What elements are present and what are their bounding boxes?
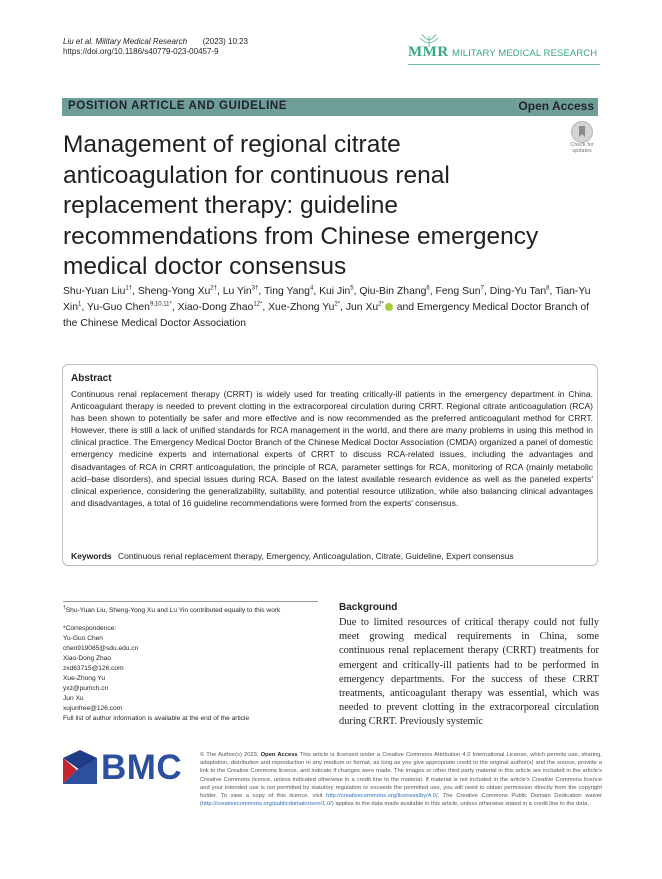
abstract-heading: Abstract xyxy=(71,373,112,384)
author-name: Shu-Yuan Liu xyxy=(63,286,126,297)
correspondent-email[interactable]: yxz@pumch.cn xyxy=(63,685,109,692)
correspondent-name: Jun Xu xyxy=(63,695,84,702)
crossmark-label: Check for updates xyxy=(570,142,594,154)
doi-link[interactable]: https://doi.org/10.1186/s40779-023-00457-9 xyxy=(63,47,219,56)
keywords-label: Keywords xyxy=(71,551,112,561)
author-name: Kui Jin xyxy=(319,286,351,297)
check-for-updates-badge[interactable] xyxy=(565,121,599,155)
license-open-access: Open Access xyxy=(260,752,298,758)
abstract-text: Continuous renal replacement therapy (CRRT) is widely used for treating critically-ill patients in the emergency department in China. Anticoagulant therapy is needed to prevent clotting in the extracorporeal circulation during CRRT. Regional citrate anticoagulation (RCA) has been shown to potentially be safer and more effective and is now recommended as the preferred anticoagulant method for CRRT. However, there is still a lack of unified standards for RCA management in the world, and there are many problems in using this method in clinical practice. The Emergency Medical Doctor Branch of the Chinese Medical Doctor Association (CMDA) organized a panel of domestic emergency medicine experts and international experts of CRRT to discuss RCA-related issues, including the advantages and disadvantages of RCA in CRRT anticoagulation, the principle of RCA, parameter settings for RCA, monitoring of RCA (mainly metabolic acid–base disorders), and special issues during RCA. Based on the latest available research evidence as well as the paneled experts' clinical experience, considering the generalizability, suitability, and potential resource utilization, while also balancing clinical advantages and disadvantages, a total of 16 guideline recommendations were formed from the experts' consensus. xyxy=(71,389,593,508)
author-affiliation: 4 xyxy=(309,285,314,292)
journal-name: MILITARY MEDICAL RESEARCH xyxy=(452,48,598,59)
author-name: Jun Xu xyxy=(345,302,379,313)
bookmark-icon xyxy=(572,122,592,142)
license-body: This article is licensed under a Creative Commons Attribution 4.0 International License, which permits use, sharing, adaptation, distribution and reproduction in any medium or format, as long as you give appropriate credit to the original author(s) and the source, provide a link to the Creative Commons licence, and indicate if changes were made. The images or other third party material in this article are included in the article's Creative Commons licence, unless indicated otherwise in a credit line to the material. If material is not included in the article's Creative Commons licence and your intended use is not permitted by statutory regulation or exceeds the permitted use, you will need to obtain permission directly from the copyright holder. To view a copy of this licence, visit xyxy=(200,752,602,800)
footnote-divider xyxy=(63,601,318,602)
equal-contribution-note xyxy=(63,606,280,616)
citation-year-volume: (2023) 10:23 xyxy=(202,37,249,46)
author-list: Shu-Yuan Liu$^{1\dagger}$, Sheng-Yong $Xu^{2\dagger}$, Lu Yin$^{3\dagger}$, Ting Yang$^4$, Kui Jin$^5$, Qiu-Bin Zhang$^6$, Feng Sun$^7$, Ding-Yu Tan$^8$, Tian-Yu Xin$^1$, Yu-Guo Chen$^{9,10,11*}$, Xiao-Dong Zhao$^{12*}$, Xue-Zhong $Yu^{2*}$, Jun $Xu^{2*}$ and Emergency Medical Doctor Branch of the Chinese Medical Doctor Association xyxy=(63,285,591,329)
crossmark-icon xyxy=(571,121,593,143)
author-name: Tian-Yu Xin xyxy=(63,286,591,313)
background-heading: Background xyxy=(339,602,398,613)
correspondent-email[interactable]: chen919085@sdu.edu.cn xyxy=(63,645,139,652)
citation-journal: Military Medical Research xyxy=(95,37,188,46)
correspondent-name: Yu-Guo Chen xyxy=(63,635,103,642)
keywords-line xyxy=(71,551,514,562)
journal-mark: MMR xyxy=(408,44,449,60)
author-name: Xue-Zhong Yu xyxy=(268,302,335,313)
author-affiliation: 3† xyxy=(251,285,259,292)
author-name: Yu-Guo Chen xyxy=(86,302,150,313)
journal-rule xyxy=(408,64,600,65)
article-type: POSITION ARTICLE AND GUIDELINE xyxy=(68,100,288,112)
citation-authors: Liu et al. xyxy=(63,37,94,46)
article-type-banner xyxy=(62,98,598,116)
abstract-box xyxy=(62,364,598,566)
correspondent-email[interactable]: zxd63715@126.com xyxy=(63,665,124,672)
license-body-2: . The Creative Commons Public Domain Dedication waiver ( xyxy=(200,793,602,808)
author-info-note: Full list of author information is available at the end of the article xyxy=(63,715,250,722)
correspondent-name: Xue-Zhong Yu xyxy=(63,675,106,682)
equal-contribution-mark: † xyxy=(63,604,66,611)
author-name: Feng Sun xyxy=(435,286,481,297)
author-affiliation: 6 xyxy=(426,285,430,292)
bmc-logo-icon xyxy=(63,750,97,784)
author-group: and Emergency Medical Doctor Branch of the Chinese Medical Doctor Association xyxy=(63,302,590,329)
author-name: Lu Yin xyxy=(222,286,252,297)
author-affiliation: 1† xyxy=(125,285,133,292)
public-domain-link[interactable]: http://creativecommons.org/publicdomain/zero/1.0/ xyxy=(201,801,332,808)
author-name: Ting Yang xyxy=(263,286,310,297)
equal-contribution-text: Shu-Yuan Liu, Sheng-Yong Xu and Lu Yin contributed equally to this work xyxy=(65,607,281,614)
copyright-notice: © The Author(s) 2023. xyxy=(200,752,259,758)
author-affiliation: 2† xyxy=(210,285,217,292)
author-affiliation: 5 xyxy=(350,285,354,292)
author-affiliation: 1 xyxy=(78,301,82,308)
citation-line xyxy=(63,37,248,47)
publisher-logo xyxy=(63,746,188,790)
license-text xyxy=(200,751,602,808)
article-title: Management of regional citrate anticoagulation for continuous renal replacement therapy: guideline recommendations from Chinese emergency medical doctor consensus xyxy=(63,131,539,280)
author-affiliation: 2* xyxy=(378,301,384,308)
author-name: Qiu-Bin Zhang xyxy=(359,286,427,297)
license-body-3: ) applies to the data made available in this article, unless otherwise stated in a credit line to the data. xyxy=(331,801,589,808)
open-access-label: Open Access xyxy=(518,99,594,113)
correspondent-email[interactable]: xujunfree@126.com xyxy=(63,705,123,712)
author-affiliation: 9,10,11* xyxy=(149,301,172,308)
author-name: Sheng-Yong Xu xyxy=(137,286,211,297)
journal-logo xyxy=(408,38,608,68)
license-link[interactable]: http://creativecommons.org/licenses/by/4.0/ xyxy=(326,793,438,800)
author-affiliation: 12* xyxy=(253,301,263,308)
correspondence-label: *Correspondence: xyxy=(63,625,117,632)
background-text: Due to limited resources of critical therapy could not fully meet growing medical requirements in China, some continuous renal replacement therapy (CRRT) treatments for emergent and critically-ill patients had to be performed in emergency departments. For the success of these CRRT treatments, anticoagulant therapy was essential, which was needed to prevent clotting in the extracorporeal circulation during CRRT. Previously systemic xyxy=(339,617,599,728)
orcid-icon[interactable] xyxy=(385,303,393,311)
author-affiliation: 7 xyxy=(480,285,484,292)
author-name: Xiao-Dong Zhao xyxy=(177,302,254,313)
author-name: Ding-Yu Tan xyxy=(489,286,547,297)
author-affiliation: 2* xyxy=(334,301,341,308)
correspondent-name: Xiao-Dong Zhao xyxy=(63,655,112,662)
author-affiliation: 8 xyxy=(546,285,550,292)
publisher-name: BMC xyxy=(101,748,183,787)
keywords: Continuous renal replacement therapy, Emergency, Anticoagulation, Citrate, Guideline, Expert consensus xyxy=(118,551,514,561)
